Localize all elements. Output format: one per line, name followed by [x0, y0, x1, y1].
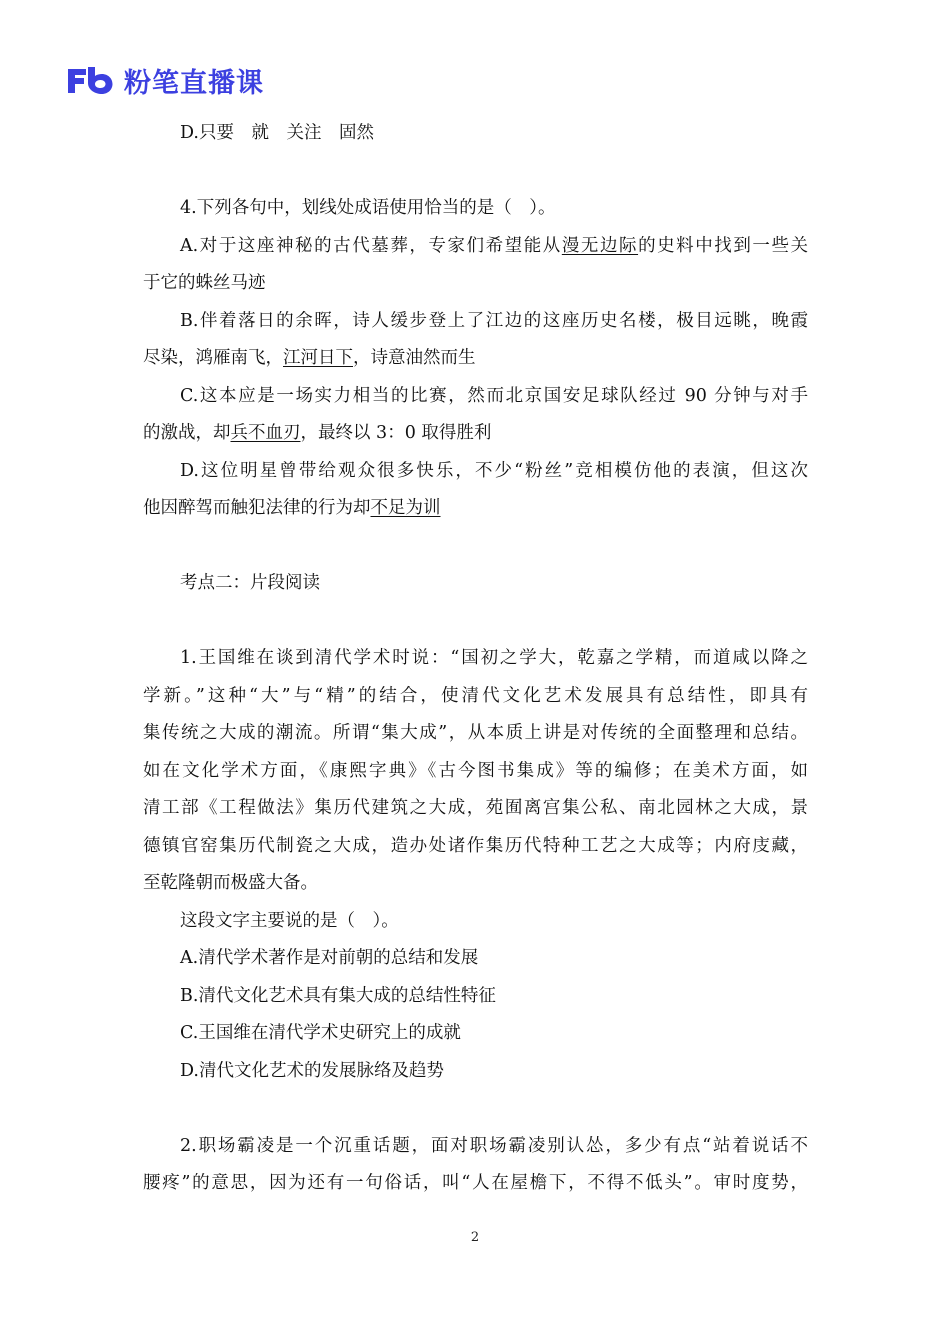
p1-line: 1.王国维在谈到清代学术时说：“国初之学大，乾嘉之学精，而道咸以降之	[180, 648, 808, 668]
p1-option-b: B.清代文化艺术具有集大成的总结性特征	[180, 985, 496, 1006]
underlined-idiom: 江河日下	[283, 348, 353, 368]
p2-line: 2.职场霸凌是一个沉重话题，面对职场霸凌别认怂，多少有点“站着说话不	[180, 1135, 808, 1156]
q4-option-d-cont: 他因醉驾而触犯法律的行为却不足为训	[143, 498, 441, 518]
q4-option-b-cont: 尽染，鸿雁南飞，江河日下，诗意油然而生	[143, 348, 476, 368]
p2-line: 腰疼”的意思，因为还有一句俗话，叫“人在屋檐下，不得不低头”。审时度势，	[143, 1173, 808, 1193]
p1-line: 学新。”这种“大”与“精”的结合，使清代文化艺术发展具有总结性，即具有	[143, 685, 808, 706]
p1-line: 至乾隆朝而极盛大备。	[143, 873, 318, 893]
q4-option-a-cont: 于它的蛛丝马迹	[143, 273, 266, 293]
underlined-idiom: 不足为训	[370, 498, 441, 518]
fenbi-logo-icon	[66, 65, 116, 95]
p1-line: 德镇官窑集历代制瓷之大成，造办处诸作集历代特种工艺之大成等；内府庋藏，	[143, 835, 808, 856]
q4-option-d: D.这位明星曾带给观众很多快乐，不少“粉丝”竞相模仿他的表演，但这次	[180, 460, 808, 481]
p1-line: 如在文化学术方面，《康熙字典》《古今图书集成》等的编修；在美术方面，如	[143, 760, 808, 781]
p1-option-a: A.清代学术著作是对前朝的总结和发展	[180, 948, 479, 968]
page-number: 2	[470, 1230, 480, 1245]
q4-option-a: A.对于这座神秘的古代墓葬，专家们希望能从漫无边际的史料中找到一些关	[180, 235, 809, 256]
document-body	[143, 115, 808, 1203]
p1-line: 集传统之大成的潮流。所谓“集大成”，从本质上讲是对传统的全面整理和总结。	[143, 723, 808, 743]
q4-option-c-cont: 的激战，却兵不血刃，最终以 3：0 取得胜利	[143, 423, 492, 443]
p1-line: 清工部《工程做法》集历代建筑之大成，苑囿离宫集公私、南北园林之大成，景	[143, 798, 808, 818]
brand-header	[66, 62, 264, 98]
p1-option-d: D.清代文化艺术的发展脉络及趋势	[180, 1060, 444, 1081]
underlined-idiom: 漫无边际	[561, 235, 639, 256]
q4-stem: 4.下列各句中，划线处成语使用恰当的是（ ）。	[180, 198, 556, 218]
p1-question: 这段文字主要说的是（ ）。	[180, 910, 399, 931]
q4-option-c: C.这本应是一场实力相当的比赛，然而北京国安足球队经过 90 分钟与对手	[180, 385, 808, 406]
brand-name: 粉笔直播课	[124, 67, 264, 99]
p1-option-c: C.王国维在清代学术史研究上的成就	[180, 1023, 461, 1043]
q3-option-d: D.只要 就 关注 固然	[180, 123, 374, 143]
q4-option-b: B.伴着落日的余晖，诗人缓步登上了江边的这座历史名楼，极目远眺，晚霞	[180, 310, 808, 331]
section-title: 考点二：片段阅读	[180, 573, 320, 593]
underlined-idiom: 兵不血刃	[230, 423, 301, 443]
